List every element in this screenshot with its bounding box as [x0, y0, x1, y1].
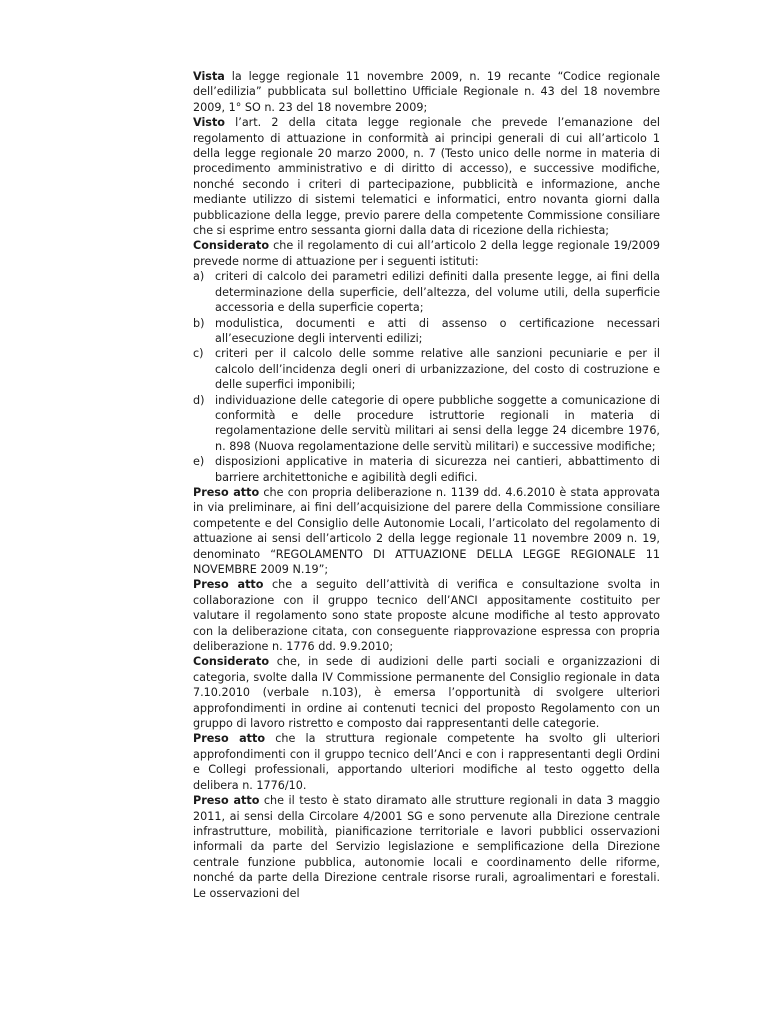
list-item-text: disposizioni applicative in materia di sicurezza nei cantieri, abbattimento di barriere architettoniche e agibilità degli edifici. — [215, 455, 660, 484]
list-item-text: criteri di calcolo dei parametri edilizi definiti dalla presente legge, ai fini della determinazione della superficie, dell’altezza, del volume utili, della superficie accessoria e della superficie coperta; — [215, 270, 660, 315]
list-marker: e) — [193, 455, 205, 469]
paragraph-lead: Preso atto — [193, 578, 264, 592]
paragraph-lead: Visto — [193, 116, 225, 130]
paragraph-lead: Preso atto — [193, 485, 260, 499]
paragraph-text: che il regolamento di cui all’articolo 2 della legge regionale 19/2009 prevede norme di attuazione per i seguenti istituti: — [193, 239, 660, 268]
list-item-text: modulistica, documenti e atti di assenso o certificazione necessari all’esecuzione degli interventi edilizi; — [215, 316, 660, 345]
list-item — [193, 393, 660, 455]
list-item — [193, 346, 660, 392]
paragraph-vista — [193, 69, 660, 115]
paragraph-preso-atto-2 — [193, 577, 660, 654]
paragraph-text: che con propria deliberazione n. 1139 dd. 4.6.2010 è stata approvata in via preliminare, ai fini dell’acquisizione del parere della Commissione consiliare competente e del Consiglio delle Autonomie Locali, l’articolato del regolamento di attuazione ai sensi dell’articolo 2 della legge regionale 11 novembre 2009 n. 19, denominato “REGOLAMENTO DI ATTUAZIONE DELLA LEGGE REGIONALE 11 NOVEMBRE 2009 N.19”; — [193, 485, 660, 576]
paragraph-text: che a seguito dell’attività di verifica e consultazione svolta in collaborazione con il gruppo tecnico dell’ANCI appositamente costituito per valutare il regolamento sono state proposte alcune modifiche al testo approvato con la deliberazione citata, con conseguente riapprovazione espressa con propria deliberazione n. 1776 dd. 9.9.2010; — [193, 578, 660, 654]
paragraph-lead: Preso atto — [193, 794, 260, 808]
paragraph-preso-atto-3 — [193, 731, 660, 793]
paragraph-considerato — [193, 238, 660, 269]
paragraph-visto — [193, 115, 660, 238]
list-item-text: criteri per il calcolo delle somme relative alle sanzioni pecuniarie e per il calcolo dell’incidenza degli oneri di urbanizzazione, del costo di costruzione e delle superfici imponibili; — [215, 347, 660, 392]
paragraph-text: che, in sede di audizioni delle parti sociali e organizzazioni di categoria, svolte dalla IV Commissione permanente del Consiglio regionale in data 7.10.2010 (verbale n.103), è emersa l’opportunità di svolgere ulteriori approfondimenti in ordine ai contenuti tecnici del proposto Regolamento con un gruppo di lavoro ristretto e composto dai rappresentanti delle categorie. — [193, 655, 660, 731]
list-marker: b) — [193, 316, 205, 330]
paragraph-lead: Vista — [193, 70, 225, 83]
paragraph-lead: Preso atto — [193, 732, 266, 746]
list-marker: c) — [193, 347, 204, 361]
list-item — [193, 316, 660, 347]
paragraph-text: la legge regionale 11 novembre 2009, n. 19 recante “Codice regionale dell’edilizia” pubblicata sul bollettino Ufficiale Regionale n. 43 del 18 novembre 2009, 1° SO n. 23 del 18 novembre 2009; — [193, 70, 660, 114]
paragraph-lead: Considerato — [193, 239, 270, 253]
paragraph-text: l’art. 2 della citata legge regionale che prevede l’emanazione del regolamento di attuazione in conformità ai principi generali di cui all’articolo 1 della legge regionale 20 marzo 2000, n. 7 (Testo unico delle norme in materia di procedimento amministrativo e di diritto di accesso), e successive modifiche, nonché secondo i criteri di partecipazione, pubblicità e informazione, anche mediante utilizzo di sistemi telematici e informatici, entro novanta giorni dalla pubblicazione della legge, previo parere della competente Commissione consiliare che si esprime entro sessanta giorni dalla data di ricezione della richiesta; — [193, 116, 660, 238]
paragraph-lead: Considerato — [193, 655, 270, 669]
document-page — [193, 69, 660, 901]
paragraph-considerato-2 — [193, 654, 660, 731]
list-item-text: individuazione delle categorie di opere pubbliche soggette a comunicazione di conformità e delle procedure istruttorie regionali in materia di regolamentazione delle servitù militari ai sensi della legge 24 dicembre 1976, n. 898 (Nuova regolamentazione delle servitù militari) e successive modifiche; — [215, 393, 660, 453]
list-item — [193, 454, 660, 485]
paragraph-text: che la struttura regionale competente ha svolto gli ulteriori approfondimenti con il gruppo tecnico dell’Anci e con i rappresentanti degli Ordini e Collegi professionali, apportando ulteriori modifiche al testo oggetto della delibera n. 1776/10. — [193, 732, 660, 792]
istituti-list — [193, 269, 660, 485]
paragraph-text: che il testo è stato diramato alle strutture regionali in data 3 maggio 2011, ai sensi della Circolare 4/2001 SG e sono pervenute alla Direzione centrale infrastrutture, mobilità, pianificazione territoriale e lavori pubblici osservazioni informali da parte del Servizio legislazione e semplificazione della Direzione centrale funzione pubblica, autonomie locali e coordinamento delle riforme, nonché da parte della Direzione centrale risorse rurali, agroalimentari e forestali. Le osservazioni del — [193, 794, 660, 900]
paragraph-preso-atto-4 — [193, 793, 660, 901]
list-marker: d) — [193, 393, 205, 407]
paragraph-preso-atto-1 — [193, 485, 660, 577]
list-marker: a) — [193, 270, 205, 284]
list-item — [193, 269, 660, 315]
